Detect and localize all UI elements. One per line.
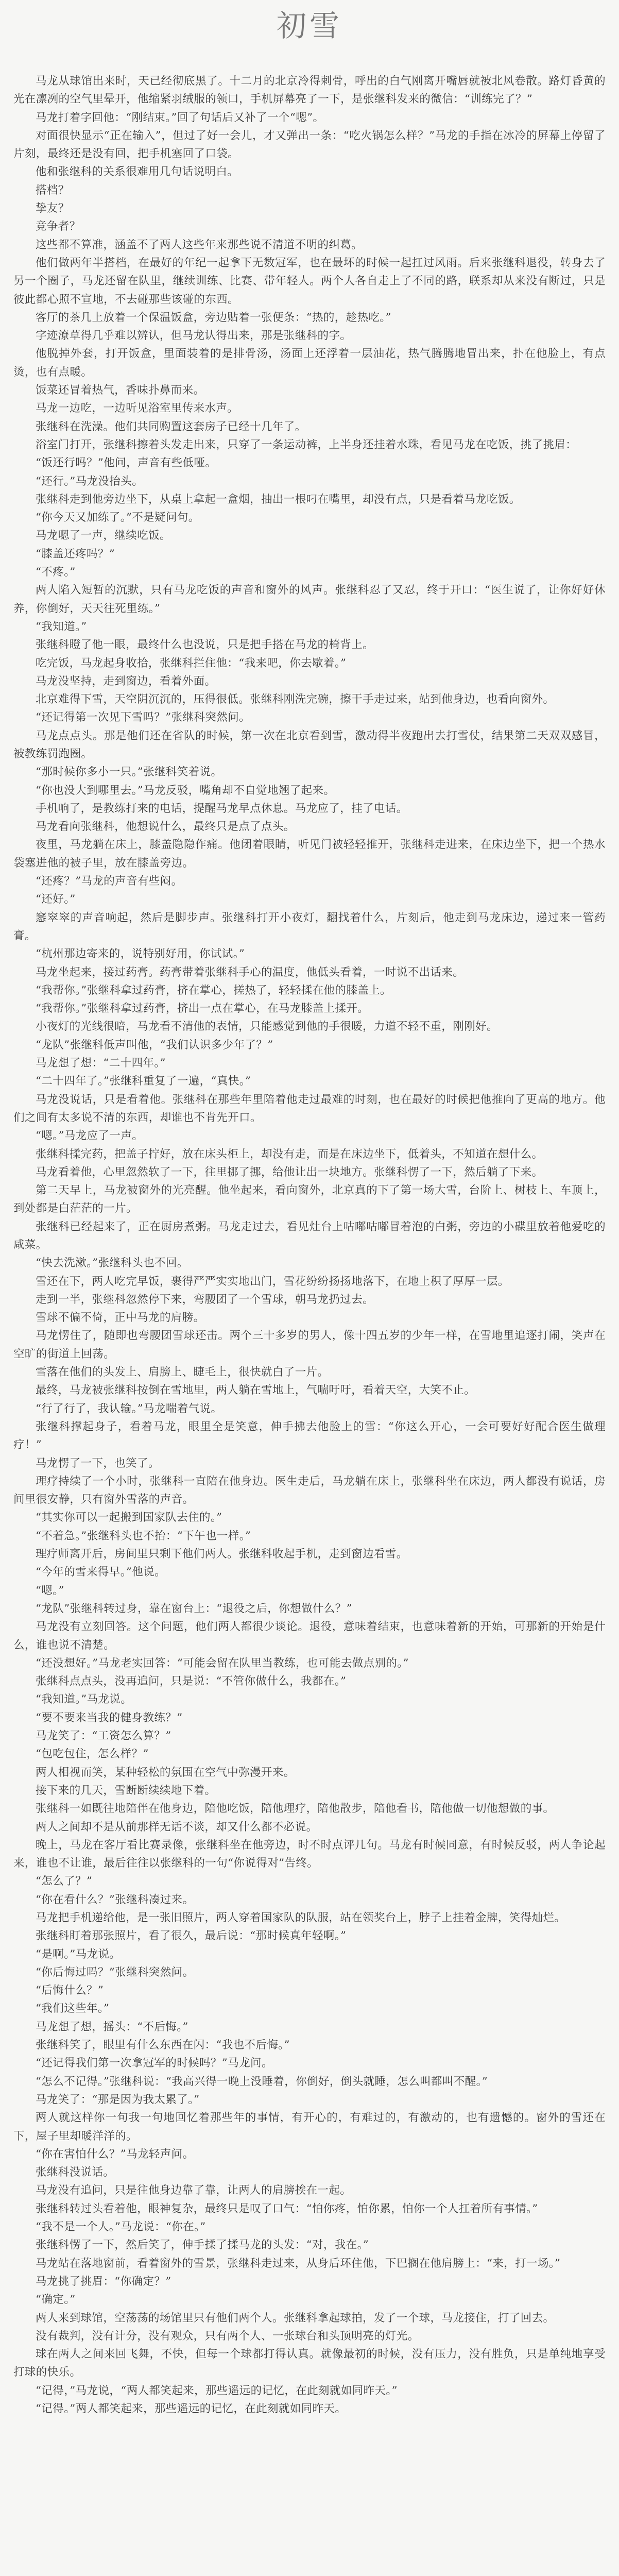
paragraph: “包吃包住，怎么样？” bbox=[36, 1748, 149, 1761]
paragraph: 他们做两年半搭档，在最好的年纪一起拿下无数冠军，也在最坏的时候一起扛过风雨。后来张继科退役，转身去了另一个圈子，马龙还留在队里，继续训练、比赛、带年轻人。两个人各自走上了不同的路，联系却从来没有断过，只是彼此都心照不宣地，不去碰那些该碰的东西。 bbox=[13, 256, 606, 306]
paragraph: “嗯。”马龙应了一声。 bbox=[36, 1129, 144, 1143]
paragraph: 北京难得下雪，天空阴沉沉的，压得很低。张继科刚洗完碗，擦干手走过来，站到他身边，也看向窗外。 bbox=[36, 693, 555, 706]
paragraph: 饭菜还冒着热气，香味扑鼻而来。 bbox=[36, 384, 205, 397]
paragraph: 理疗师离开后，房间里只剩下他们两人。张继科收起手机，走到窗边看雪。 bbox=[36, 1548, 408, 1561]
paragraph: 马龙点点头。那是他们还在省队的时候，第一次在北京看到雪，激动得半夜跑出去打雪仗，结果第二天双双感冒，被教练罚跑圈。 bbox=[13, 729, 606, 760]
paragraph: 对面很快显示“正在输入”，但过了好一会儿，才又弹出一条：“吃火锅怎么样？”马龙的手指在冰冷的屏幕上停留了片刻，最终还是没有回，把手机塞回了口袋。 bbox=[13, 129, 606, 161]
paragraph: 张继科没说话。 bbox=[36, 2166, 115, 2179]
paragraph: 张继科撑起身子，看着马龙，眼里全是笑意，伸手拂去他脸上的雪：“你这么开心，一会可要好好配合医生做理疗！” bbox=[13, 1420, 606, 1452]
paragraph: “我知道。” bbox=[36, 620, 87, 633]
paragraph: 马龙想了想：“二十四年。” bbox=[36, 1057, 166, 1070]
paragraph: 没有裁判，没有计分，没有观众，只有两个人、一张球台和头顶明亮的灯光。 bbox=[36, 2329, 419, 2343]
paragraph: “还没想好。”马龙老实回答：“可能会留在队里当教练，也可能去做点别的。” bbox=[36, 1656, 409, 1670]
paragraph: 张继科瞪了他一眼，最终什么也没说，只是把手搭在马龙的椅背上。 bbox=[36, 638, 374, 652]
paragraph: 马龙把手机递给他，是一张旧照片，两人穿着国家队的队服，站在领奖台上，脖子上挂着金牌，笑得灿烂。 bbox=[36, 1911, 566, 1924]
paragraph: 马龙没有立刻回答。这个问题，他们两人都很少谈论。退役，意味着结束，也意味着新的开始，可那新的开始是什么，谁也说不清楚。 bbox=[13, 1620, 606, 1652]
paragraph: 两人就这样你一句我一句地回忆着那些年的事情，有开心的，有难过的，有激动的，也有遗憾的。窗外的雪还在下，屋子里却暖洋洋的。 bbox=[13, 2111, 606, 2143]
paragraph: “龙队”张继科转过身，靠在窗台上：“退役之后，你想做什么？” bbox=[36, 1602, 352, 1615]
paragraph: “确定。” bbox=[36, 2293, 76, 2307]
paragraph: 张继科走到他旁边坐下，从桌上拿起一盒烟，抽出一根叼在嘴里，却没有点，只是看着马龙吃饭。 bbox=[36, 493, 521, 506]
paragraph: 走到一半，张继科忽然停下来，弯腰团了一个雪球，朝马龙扔过去。 bbox=[36, 1293, 374, 1306]
paragraph: 马龙愣了一下，也笑了。 bbox=[36, 1456, 160, 1470]
paragraph: 马龙没说话，只是看着他。张继科在那些年里陪着他走过最难的时刻，也在最好的时候把他推向了更高的地方。他们之间有太多说不清的东西，却谁也不肯先开口。 bbox=[13, 1093, 606, 1124]
paragraph: 球在两人之间来回飞舞，不快，但每一个球都打得认真。就像最初的时候，没有压力，没有胜负，只是单纯地享受打球的快乐。 bbox=[13, 2348, 606, 2379]
paragraph: 这些都不算准，涵盖不了两人这些年来那些说不清道不明的纠葛。 bbox=[36, 238, 363, 251]
paragraph: 雪球不偏不倚，正中马龙的肩膀。 bbox=[36, 1311, 205, 1325]
paragraph: 理疗持续了一个小时，张继科一直陪在他身边。医生走后，马龙躺在床上，张继科坐在床边，两人都没有说话，房间里很安静，只有窗外雪落的声音。 bbox=[13, 1475, 606, 1506]
paragraph: 张继科一如既往地陪伴在他身边，陪他吃饭，陪他理疗，陪他散步，陪他看书，陪他做一切他想做的事。 bbox=[36, 1802, 555, 1816]
paragraph: 张继科愣了一下，然后笑了，伸手揉了揉马龙的头发：“对，我在。” bbox=[36, 2239, 369, 2252]
paragraph: “我知道。”马龙说。 bbox=[36, 1693, 132, 1706]
paragraph: 他脱掉外套，打开饭盒，里面装着的是排骨汤，汤面上还浮着一层油花，热气腾腾地冒出来，扑在他脸上，有点烫，也有点暖。 bbox=[13, 347, 606, 379]
paragraph: 窸窣窣的声音响起，然后是脚步声。张继科打开小夜灯，翻找着什么，片刻后，他走到马龙床边，递过来一管药膏。 bbox=[13, 911, 606, 942]
paragraph: “我们这些年。” bbox=[36, 2002, 110, 2015]
paragraph: 挚友？ bbox=[36, 202, 70, 215]
paragraph: 搭档？ bbox=[36, 183, 70, 197]
paragraph: 张继科揉完药，把盖子拧好，放在床头柜上，却没有走，而是在床边坐下，低着头，不知道在想什么。 bbox=[36, 1147, 543, 1161]
paragraph: “其实你可以一起搬到国家队去住的。” bbox=[36, 1511, 222, 1524]
paragraph: 马龙看着他，心里忽然软了一下，往里挪了挪，给他让出一块地方。张继科愣了一下，然后躺了下来。 bbox=[36, 1165, 543, 1179]
paragraph: “我不是一个人。”马龙说：“你在。” bbox=[36, 2221, 206, 2234]
paragraph: 他和张继科的关系很难用几句话说明白。 bbox=[36, 165, 239, 179]
paragraph: “还记得我们第一次拿冠军的时候吗？”马龙问。 bbox=[36, 2057, 273, 2070]
paragraph: “二十四年了。”张继科重复了一遍，“真快。” bbox=[36, 1075, 251, 1088]
paragraph: 竞争者？ bbox=[36, 220, 81, 233]
paragraph: 马龙打着字回他：“刚结束。”回了句话后又补了一个“嗯”。 bbox=[36, 111, 324, 124]
paragraph: 第二天早上，马龙被窗外的光亮醒。他坐起来，看向窗外，北京真的下了第一场大雪，台阶上、树枝上、车顶上，到处都是白茫茫的一片。 bbox=[13, 1184, 606, 1215]
paragraph: 马龙愣住了，随即也弯腰团雪球还击。两个三十多岁的男人，像十四五岁的少年一样，在雪地里追逐打闹，笑声在空旷的街道上回荡。 bbox=[13, 1329, 606, 1361]
paragraph: 张继科已经起来了，正在厨房煮粥。马龙走过去，看见灶台上咕嘟咕嘟冒着泡的白粥，旁边的小碟里放着他爱吃的咸菜。 bbox=[13, 1220, 606, 1251]
paragraph: “你后悔过吗？”张继科突然问。 bbox=[36, 1965, 194, 1979]
paragraph: 两人相视而笑，某种轻松的氛围在空气中弥漫开来。 bbox=[36, 1766, 295, 1779]
paragraph: “还行。”马龙没抬头。 bbox=[36, 474, 144, 488]
paragraph: 马龙笑了：“工资怎么算？” bbox=[36, 1730, 171, 1743]
paragraph: “今年的雪来得早。”他说。 bbox=[36, 1566, 166, 1579]
paragraph: 字迹潦草得几乎难以辨认，但马龙认得出来，那是张继科的字。 bbox=[36, 329, 352, 343]
paragraph: “龙队”张继科低声叫他，“我们认识多少年了？” bbox=[36, 1038, 273, 1052]
paragraph: “后悔什么？” bbox=[36, 1984, 104, 1997]
paragraph: “饭还行吗？”他问，声音有些低哑。 bbox=[36, 456, 217, 470]
paragraph: “是啊。”马龙说。 bbox=[36, 1947, 121, 1961]
paragraph: “我帮你。”张继科拿过药膏，挤出一点在掌心，在马龙膝盖上揉开。 bbox=[36, 1002, 369, 1015]
paragraph: 两人之间却不是从前那样无话不谈，却又什么都不必说。 bbox=[36, 1820, 318, 1834]
paragraph: 张继科在洗澡。他们共同购置这套房子已经十几年了。 bbox=[36, 420, 306, 433]
paragraph: 马龙没有追问，只是往他身边靠了靠，让两人的肩膀挨在一起。 bbox=[36, 2184, 352, 2197]
paragraph: 张继科转过头看着他，眼神复杂，最终只是叹了口气：“怕你疼，怕你累，怕你一个人扛着所有事情。” bbox=[36, 2202, 538, 2215]
paragraph: 马龙一边吃，一边听见浴室里传来水声。 bbox=[36, 402, 239, 415]
paragraph: 马龙嗯了一声，继续吃饭。 bbox=[36, 529, 171, 543]
article-body bbox=[13, 72, 606, 2418]
paragraph: “那时候你多小一只。”张继科笑着说。 bbox=[36, 766, 222, 779]
paragraph: 张继科盯着那张照片，看了很久，最后说：“那时候真年轻啊。” bbox=[36, 1929, 347, 1943]
paragraph: “记得，”马龙说，“两人都笑起来，那些遥远的记忆，在此刻就如同昨天。” bbox=[36, 2384, 398, 2397]
paragraph: “不疼。” bbox=[36, 566, 76, 579]
paragraph: “我帮你。”张继科拿过药膏，挤在掌心，搓热了，轻轻揉在他的膝盖上。 bbox=[36, 984, 391, 997]
paragraph: “不着急。”张继科头也不抬：“下午也一样。” bbox=[36, 1529, 251, 1543]
paragraph: 浴室门打开，张继科擦着头发走出来，只穿了一条运动裤，上半身还挂着水珠，看见马龙在吃饭，挑了挑眉： bbox=[36, 438, 577, 451]
paragraph: “你也没大到哪里去。”马龙反驳，嘴角却不自觉地翘了起来。 bbox=[36, 784, 335, 797]
paragraph: “要不要来当我的健身教练？” bbox=[36, 1711, 183, 1724]
paragraph: “你在看什么？”张继科凑过来。 bbox=[36, 1893, 194, 1906]
paragraph: 两人陷入短暂的沉默，只有马龙吃饭的声音和窗外的风声。张继科忍了又忍，终于开口：“医生说了，让你好好休养，你倒好，天天往死里练。” bbox=[13, 584, 606, 615]
paragraph: 小夜灯的光线很暗，马龙看不清他的表情，只能感觉到他的手很暖，力道不轻不重，刚刚好。 bbox=[36, 1020, 498, 1033]
paragraph: 接下来的几天，雪断断续续地下着。 bbox=[36, 1784, 216, 1797]
paragraph: 马龙站在落地窗前，看着窗外的雪景，张继科走过来，从身后环住他，下巴搁在他肩膀上：“来，打一场。” bbox=[36, 2257, 561, 2270]
paragraph: “怎么不记得。”张继科说：“我高兴得一晚上没睡着，你倒好，倒头就睡，怎么叫都叫不醒。” bbox=[36, 2075, 488, 2088]
paragraph: “嗯。” bbox=[36, 1584, 64, 1597]
paragraph: 雪落在他们的头发上、肩膀上、睫毛上，很快就白了一片。 bbox=[36, 1366, 329, 1379]
paragraph: 马龙坐起来，接过药膏。药膏带着张继科手心的温度，他低头看着，一时说不出话来。 bbox=[36, 965, 465, 979]
paragraph: 夜里，马龙躺在床上，膝盖隐隐作痛。他闭着眼睛，听见门被轻轻推开，张继科走进来，在床边坐下，把一个热水袋塞进他的被子里，放在膝盖旁边。 bbox=[13, 838, 606, 870]
paragraph: 马龙挑了挑眉：“你确定？” bbox=[36, 2275, 171, 2288]
paragraph: 马龙看向张继科，他想说什么，最终只是点了点头。 bbox=[36, 820, 295, 834]
paragraph: 张继科笑了，眼里有什么东西在闪：“我也不后悔。” bbox=[36, 2039, 290, 2052]
paragraph: 雪还在下，两人吃完早饭，裹得严严实实地出门，雪花纷纷扬扬地落下，在地上积了厚厚一层。 bbox=[36, 1275, 509, 1288]
article-title: 初雪 bbox=[276, 8, 342, 43]
paragraph: “还疼？”马龙的声音有些闷。 bbox=[36, 875, 183, 888]
paragraph: “杭州那边寄来的，说特别好用，你试试。” bbox=[36, 947, 245, 961]
paragraph: 最终，马龙被张继科按倒在雪地里，两人躺在雪地上，气喘吁吁，看着天空，大笑不止。 bbox=[36, 1384, 476, 1397]
paragraph: 客厅的茶几上放着一个保温饭盒，旁边贴着一张便条：“热的，趁热吃。” bbox=[36, 311, 391, 324]
paragraph: 晚上，马龙在客厅看比赛录像，张继科坐在他旁边，时不时点评几句。马龙有时候同意，有时候反驳，两人争论起来，谁也不让谁，最后往往以张继科的一句“你说得对”告终。 bbox=[13, 1838, 606, 1870]
paragraph: 吃完饭，马龙起身收拾，张继科拦住他：“我来吧，你去歇着。” bbox=[36, 656, 347, 670]
paragraph: “还记得第一次见下雪吗？”张继科突然问。 bbox=[36, 711, 250, 724]
paragraph: 马龙从球馆出来时，天已经彻底黑了。十二月的北京冷得刺骨，呼出的白气刚离开嘴唇就被北风卷散。路灯昏黄的光在凛冽的空气里晕开，他缩紧羽绒服的领口，手机屏幕亮了一下，是张继科发来的微信：“训练完了？” bbox=[13, 75, 606, 106]
paragraph: “快去洗漱。”张继科头也不回。 bbox=[36, 1257, 188, 1270]
paragraph: 张继科点点头，没再追问，只是说：“不管你做什么，我都在。” bbox=[36, 1675, 347, 1688]
paragraph: 两人来到球馆，空荡荡的场馆里只有他们两个人。张继科拿起球拍，发了一个球，马龙接住，打了回去。 bbox=[36, 2311, 555, 2325]
paragraph: “还好。” bbox=[36, 893, 76, 906]
paragraph: 马龙没坚持，走到窗边，看着外面。 bbox=[36, 674, 216, 688]
paragraph: “你今天又加练了。”不是疑问句。 bbox=[36, 511, 200, 524]
paragraph: 马龙想了想，摇头：“不后悔。” bbox=[36, 2020, 188, 2033]
paragraph: “你在害怕什么？”马龙轻声问。 bbox=[36, 2147, 194, 2161]
paragraph: “膝盖还疼吗？” bbox=[36, 547, 115, 561]
paragraph: “记得。”两人都笑起来，那些遥远的记忆，在此刻就如同昨天。 bbox=[36, 2402, 347, 2415]
paragraph: 马龙笑了：“那是因为我太累了。” bbox=[36, 2093, 200, 2106]
paragraph: “怎么了？” bbox=[36, 1875, 93, 1888]
paragraph: “行了行了，我认输。”马龙喘着气说。 bbox=[36, 1402, 222, 1415]
paragraph: 手机响了，是教练打来的电话，提醒马龙早点休息。马龙应了，挂了电话。 bbox=[36, 802, 408, 815]
